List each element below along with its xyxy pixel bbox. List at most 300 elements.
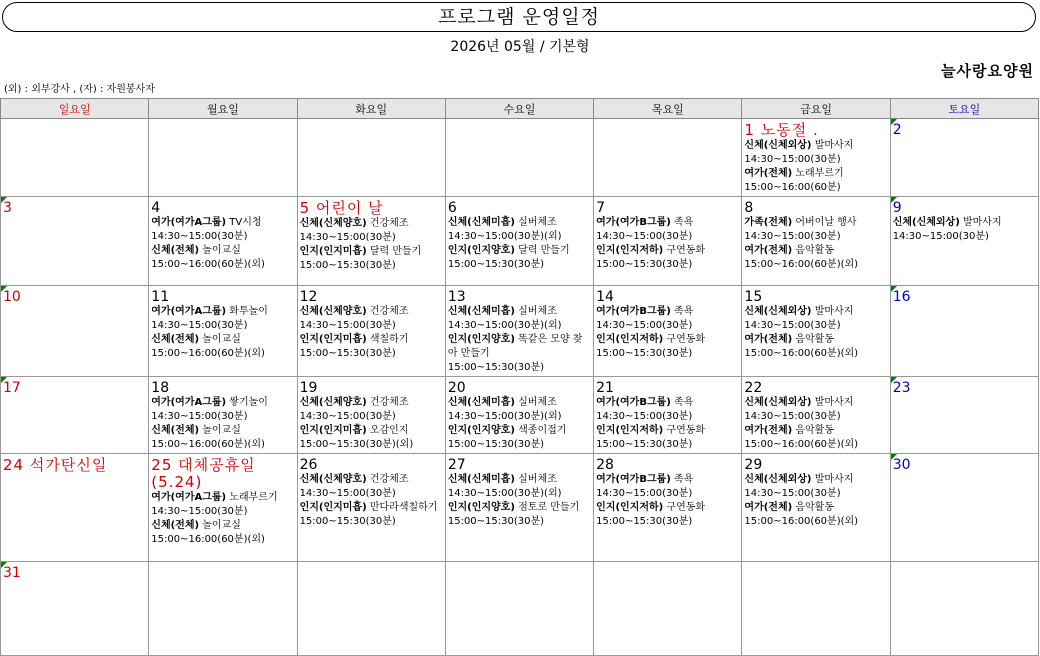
program-category: 신체(신체미흡): [447, 474, 515, 485]
program-entry: [744, 139, 887, 167]
program-entry: [448, 333, 591, 375]
program-title: [448, 501, 591, 515]
day-number: 7: [596, 200, 606, 216]
program-time: 14:30~15:00(30분): [744, 231, 841, 242]
program-time: 14:30~15:00(30분): [596, 320, 693, 331]
program-title: [448, 333, 591, 361]
program-entry: [596, 396, 739, 424]
program-name: 발마사지: [811, 474, 854, 485]
program-time: 14:30~15:00(30분): [299, 320, 396, 331]
day-cell[interactable]: [1, 286, 149, 377]
day-cell[interactable]: [742, 286, 890, 377]
day-cell[interactable]: [297, 197, 445, 286]
program-time: 14:30~15:00(30분): [596, 231, 693, 242]
program-time: 14:30~15:00(30분): [744, 320, 841, 331]
day-cell[interactable]: [594, 562, 742, 656]
program-entry: [300, 396, 443, 424]
program-entry: [448, 501, 591, 529]
program-entry: [300, 217, 443, 245]
program-category: 신체(신체양호): [299, 474, 367, 485]
note-marker-icon: [891, 377, 897, 383]
program-time: 15:00~15:30(30분): [596, 439, 693, 450]
program-time: 15:00~16:00(60분)(외): [151, 259, 265, 270]
program-time: 15:00~15:30(30분)(외): [299, 439, 414, 450]
day-cell[interactable]: [149, 197, 297, 286]
weekday-header-saturday: 토요일: [890, 99, 1038, 119]
program-name: 만다라색칠하기: [366, 502, 438, 513]
program-title: [596, 501, 739, 515]
weekday-header-thursday: 목요일: [594, 99, 742, 119]
holiday-label: 1 노동절 .: [744, 121, 819, 139]
program-entry: [151, 216, 294, 244]
program-time: 15:00~16:00(60분)(외): [151, 439, 265, 450]
program-title: [596, 424, 739, 438]
program-title: [151, 424, 294, 438]
program-title: [151, 333, 294, 347]
program-category: 여가(여가B그룹): [596, 474, 671, 485]
calendar-body: [1, 119, 1039, 656]
program-entry: [596, 424, 739, 452]
program-category: 신체(신체외상): [892, 217, 960, 228]
day-cell[interactable]: [1, 119, 149, 197]
day-number: 27: [447, 457, 466, 473]
program-entry: [300, 424, 443, 452]
program-category: 신체(신체미흡): [447, 397, 515, 408]
program-time: 14:30~15:00(30분)(외): [447, 488, 562, 499]
program-category: 신체(신체양호): [299, 306, 367, 317]
day-cell[interactable]: [594, 454, 742, 562]
day-cell[interactable]: [742, 377, 890, 454]
day-cell[interactable]: [149, 377, 297, 454]
day-cell[interactable]: [742, 562, 890, 656]
program-category: 신체(신체외상): [744, 306, 812, 317]
program-time: 14:30~15:00(30분): [299, 488, 396, 499]
program-name: TV시청: [226, 217, 262, 228]
note-marker-icon: [891, 119, 897, 125]
program-category: 인지(인지저하): [596, 425, 664, 436]
program-time: 15:00~16:00(60분)(외): [744, 348, 859, 359]
program-title: [448, 473, 591, 487]
program-name: 족욕: [670, 474, 694, 485]
program-name: 구연동화: [663, 245, 706, 256]
program-title: [300, 424, 443, 438]
program-category: 인지(인지저하): [596, 245, 664, 256]
program-title: [151, 491, 294, 505]
program-title: [744, 244, 887, 258]
note-marker-icon: [891, 454, 897, 460]
program-title: [744, 216, 887, 230]
program-name: 발마사지: [959, 217, 1002, 228]
day-cell[interactable]: [742, 197, 890, 286]
day-cell[interactable]: [445, 454, 593, 562]
program-name: 족욕: [670, 306, 694, 317]
day-cell[interactable]: [594, 197, 742, 286]
program-entry: [151, 519, 294, 547]
program-time: 15:00~15:30(30분): [447, 362, 545, 373]
day-cell[interactable]: [890, 197, 1038, 286]
program-time: 15:00~15:30(30분): [596, 259, 693, 270]
program-title: [300, 245, 443, 259]
day-number: 2: [892, 122, 902, 138]
program-entry: [744, 333, 887, 361]
program-category: 여가(여가A그룹): [151, 217, 227, 228]
weekday-header-row: [1, 99, 1039, 119]
program-category: 인지(인지저하): [596, 502, 664, 513]
weekday-header-monday: 월요일: [149, 99, 297, 119]
program-entry: [744, 396, 887, 424]
program-title: [151, 396, 294, 410]
program-time: 15:00~15:30(30분): [299, 516, 396, 527]
program-time: 14:30~15:00(30분): [892, 231, 989, 242]
program-entry: [596, 305, 739, 333]
week-row: [1, 197, 1039, 286]
program-entry: [300, 501, 443, 529]
program-entry: [744, 216, 887, 244]
program-title: [300, 305, 443, 319]
note-marker-icon: [1, 562, 7, 568]
program-entry: [300, 333, 443, 361]
program-entry: [151, 333, 294, 361]
program-time: 15:00~15:30(30분): [299, 348, 396, 359]
program-entry: [151, 244, 294, 272]
day-number: 16: [892, 289, 911, 305]
program-name: 놀이교실: [199, 334, 241, 345]
program-name: 어버이날 행사: [792, 217, 857, 228]
program-name: 건강체조: [366, 397, 409, 408]
program-category: 가족(전체): [744, 217, 793, 228]
program-category: 신체(신체미흡): [447, 306, 515, 317]
week-row: [1, 377, 1039, 454]
program-title: [596, 396, 739, 410]
note-marker-icon: [891, 197, 897, 203]
program-entry: [596, 216, 739, 244]
program-title: [596, 473, 739, 487]
program-entry: [744, 305, 887, 333]
schedule-calendar: [0, 98, 1039, 656]
day-number: 21: [596, 380, 614, 396]
day-cell[interactable]: [1, 197, 149, 286]
program-category: 신체(신체양호): [299, 218, 367, 229]
program-category: 인지(인지미흡): [299, 246, 367, 257]
program-category: 신체(신체양호): [299, 397, 367, 408]
day-cell[interactable]: [742, 454, 890, 562]
day-cell[interactable]: [445, 119, 593, 197]
program-title: [300, 473, 443, 487]
program-time: 14:30~15:00(30분): [151, 231, 248, 242]
program-category: 신체(신체외상): [744, 474, 812, 485]
week-row: [1, 562, 1039, 656]
program-category: 인지(인지미흡): [299, 425, 367, 436]
program-entry: [448, 424, 591, 452]
program-title: [744, 501, 887, 515]
program-title: [596, 216, 739, 230]
program-title: [300, 217, 443, 231]
day-cell[interactable]: [297, 454, 445, 562]
program-category: 여가(전체): [744, 334, 793, 345]
program-entry: [448, 216, 591, 244]
day-cell[interactable]: [445, 377, 593, 454]
program-title: [744, 167, 887, 181]
day-number: 12: [299, 289, 318, 305]
program-title: [151, 216, 294, 230]
program-title: [744, 305, 887, 319]
program-name: 음악활동: [792, 425, 835, 436]
page-subtitle: 2026년 05월 / 기본형: [450, 39, 590, 55]
day-number: 10: [3, 289, 21, 305]
program-category: 여가(전체): [744, 168, 793, 179]
program-title: [448, 396, 591, 410]
day-cell[interactable]: [297, 119, 445, 197]
program-category: 여가(전체): [744, 502, 793, 513]
day-number: 28: [596, 457, 614, 473]
day-number: 31: [3, 565, 21, 581]
holiday-label: 5 어린이 날: [299, 199, 384, 217]
day-cell[interactable]: [445, 562, 593, 656]
day-cell[interactable]: [1, 454, 149, 562]
day-cell[interactable]: [890, 377, 1038, 454]
program-category: 신체(신체외상): [744, 140, 812, 151]
program-entry: [596, 244, 739, 272]
week-row: [1, 286, 1039, 377]
program-category: 인지(인지양호): [447, 425, 515, 436]
day-number: 6: [447, 200, 457, 216]
program-entry: [744, 424, 887, 452]
program-name: 놀이교실: [199, 425, 241, 436]
program-name: 실버체조: [514, 474, 557, 485]
program-name: 쌓기놀이: [226, 397, 268, 408]
program-category: 신체(전체): [151, 425, 200, 436]
weekday-header-friday: 금요일: [742, 99, 890, 119]
program-name: 달력 만들기: [366, 246, 422, 257]
day-number: 18: [151, 380, 170, 396]
program-category: 여가(전체): [744, 425, 793, 436]
program-entry: [151, 305, 294, 333]
program-name: 음악활동: [792, 245, 835, 256]
week-row: [1, 119, 1039, 197]
program-name: 구연동화: [663, 425, 706, 436]
day-number: 19: [299, 380, 318, 396]
program-title: [596, 244, 739, 258]
day-cell[interactable]: [890, 286, 1038, 377]
program-time: 14:30~15:00(30분): [596, 411, 693, 422]
day-number: 8: [744, 200, 754, 216]
program-name: 색종이접기: [514, 425, 567, 436]
program-entry: [596, 333, 739, 361]
day-cell[interactable]: [149, 286, 297, 377]
program-name: 똑같은 모양 찾아 만들기: [447, 334, 583, 359]
note-marker-icon: [891, 286, 897, 292]
week-row: [1, 454, 1039, 562]
day-number: 23: [892, 380, 911, 396]
day-cell[interactable]: [594, 377, 742, 454]
program-time: 14:30~15:00(30분): [299, 232, 396, 243]
page-title: 프로그램 운영일정: [438, 6, 600, 28]
program-name: 점토로 만들기: [514, 502, 580, 513]
program-name: 음악활동: [792, 502, 835, 513]
day-number: 15: [744, 289, 763, 305]
program-category: 여가(여가A그룹): [151, 492, 227, 503]
program-name: 구연동화: [663, 502, 706, 513]
program-title: [744, 139, 887, 153]
program-name: 오감인지: [366, 425, 409, 436]
program-title: [151, 519, 294, 533]
program-time: 15:00~16:00(60분)(외): [744, 259, 859, 270]
program-category: 인지(인지미흡): [299, 334, 367, 345]
program-entry: [151, 396, 294, 424]
organization-name: 늘사랑요양원: [941, 62, 1034, 80]
weekday-header-tuesday: 화요일: [297, 99, 445, 119]
program-name: 화투놀이: [226, 306, 268, 317]
program-entry: [596, 501, 739, 529]
day-cell[interactable]: [445, 286, 593, 377]
title-box: [2, 2, 1036, 32]
program-entry: [448, 305, 591, 333]
program-category: 여가(여가A그룹): [151, 306, 227, 317]
program-name: 건강체조: [366, 306, 409, 317]
program-entry: [596, 473, 739, 501]
program-entry: [300, 473, 443, 501]
program-title: [596, 333, 739, 347]
day-cell[interactable]: [297, 286, 445, 377]
program-name: 놀이교실: [199, 245, 241, 256]
program-name: 족욕: [670, 217, 694, 228]
day-number: 14: [596, 289, 614, 305]
program-category: 신체(신체외상): [744, 397, 812, 408]
day-cell[interactable]: [742, 119, 890, 197]
program-title: [300, 501, 443, 515]
program-category: 신체(전체): [151, 334, 200, 345]
program-time: 14:30~15:00(30분)(외): [447, 320, 562, 331]
program-title: [448, 424, 591, 438]
day-number: 26: [299, 457, 318, 473]
program-title: [596, 305, 739, 319]
program-title: [151, 305, 294, 319]
program-entry: [300, 245, 443, 273]
program-entry: [893, 216, 1036, 244]
program-name: 족욕: [670, 397, 694, 408]
day-number: 3: [3, 200, 12, 216]
program-name: 건강체조: [366, 218, 409, 229]
day-cell[interactable]: [297, 377, 445, 454]
program-name: 실버체조: [514, 306, 557, 317]
program-category: 여가(여가B그룹): [596, 306, 671, 317]
program-category: 여가(여가A그룹): [151, 397, 227, 408]
program-category: 인지(인지양호): [447, 502, 515, 513]
note-marker-icon: [1, 377, 7, 383]
program-entry: [300, 305, 443, 333]
program-time: 15:00~15:30(30분): [447, 259, 545, 270]
note-marker-icon: [1, 286, 7, 292]
day-number: 20: [447, 380, 466, 396]
day-number: 22: [744, 380, 763, 396]
program-category: 인지(인지양호): [447, 334, 515, 345]
program-time: 15:00~15:30(30분): [447, 439, 545, 450]
program-title: [300, 333, 443, 347]
program-name: 색칠하기: [366, 334, 409, 345]
program-category: 여가(여가B그룹): [596, 217, 671, 228]
program-title: [744, 333, 887, 347]
program-name: 달력 만들기: [514, 245, 570, 256]
program-name: 건강체조: [366, 474, 409, 485]
day-cell[interactable]: [890, 562, 1038, 656]
program-title: [744, 396, 887, 410]
program-category: 인지(인지미흡): [299, 502, 367, 513]
day-number: 9: [892, 200, 902, 216]
program-time: 14:30~15:00(30분): [744, 154, 841, 165]
program-category: 인지(인지저하): [596, 334, 664, 345]
program-title: [744, 424, 887, 438]
program-name: 실버체조: [514, 397, 557, 408]
day-cell[interactable]: [594, 119, 742, 197]
program-name: 놀이교실: [199, 520, 241, 531]
program-category: 여가(여가B그룹): [596, 397, 671, 408]
day-cell[interactable]: [890, 454, 1038, 562]
day-cell[interactable]: [297, 562, 445, 656]
program-time: 15:00~16:00(60분)(외): [744, 439, 859, 450]
program-entry: [448, 396, 591, 424]
program-time: 14:30~15:00(30분)(외): [447, 411, 562, 422]
legend-text: (외) : 외부강사 , (자) : 자원봉사자: [4, 84, 155, 95]
program-title: [300, 396, 443, 410]
program-category: 신체(전체): [151, 520, 200, 531]
day-number: 30: [892, 457, 911, 473]
program-category: 여가(전체): [744, 245, 793, 256]
day-cell[interactable]: [1, 377, 149, 454]
program-category: 신체(전체): [151, 245, 200, 256]
day-number: 13: [447, 289, 466, 305]
day-cell[interactable]: [149, 119, 297, 197]
program-title: [151, 244, 294, 258]
day-number: 17: [3, 380, 21, 396]
program-entry: [448, 473, 591, 501]
day-number: 29: [744, 457, 763, 473]
program-entry: [744, 167, 887, 195]
program-name: 구연동화: [663, 334, 706, 345]
day-cell[interactable]: [445, 197, 593, 286]
program-entry: [448, 244, 591, 272]
program-name: 음악활동: [792, 334, 835, 345]
program-entry: [744, 244, 887, 272]
program-time: 15:00~15:30(30분): [596, 516, 693, 527]
program-name: 노래부르기: [792, 168, 844, 179]
program-title: [448, 305, 591, 319]
program-time: 14:30~15:00(30분): [744, 411, 841, 422]
program-name: 발마사지: [811, 397, 854, 408]
program-title: [448, 244, 591, 258]
program-title: [893, 216, 1036, 230]
program-category: 신체(신체미흡): [447, 217, 515, 228]
program-time: 14:30~15:00(30분): [744, 488, 841, 499]
holiday-label: 24 석가탄신일: [3, 456, 108, 474]
weekday-header-sunday: 일요일: [1, 99, 149, 119]
program-time: 15:00~15:30(30분): [299, 260, 396, 271]
program-time: 14:30~15:00(30분): [596, 488, 693, 499]
program-entry: [744, 501, 887, 529]
program-name: 발마사지: [811, 306, 854, 317]
day-cell[interactable]: [149, 562, 297, 656]
weekday-header-wednesday: 수요일: [445, 99, 593, 119]
day-number: 4: [151, 200, 161, 216]
day-cell[interactable]: [149, 454, 297, 562]
day-number: 11: [151, 289, 170, 305]
day-cell[interactable]: [890, 119, 1038, 197]
program-time: 14:30~15:00(30분): [299, 411, 396, 422]
program-entry: [151, 491, 294, 519]
program-title: [448, 216, 591, 230]
day-cell[interactable]: [594, 286, 742, 377]
day-cell[interactable]: [1, 562, 149, 656]
program-name: 노래부르기: [226, 492, 278, 503]
